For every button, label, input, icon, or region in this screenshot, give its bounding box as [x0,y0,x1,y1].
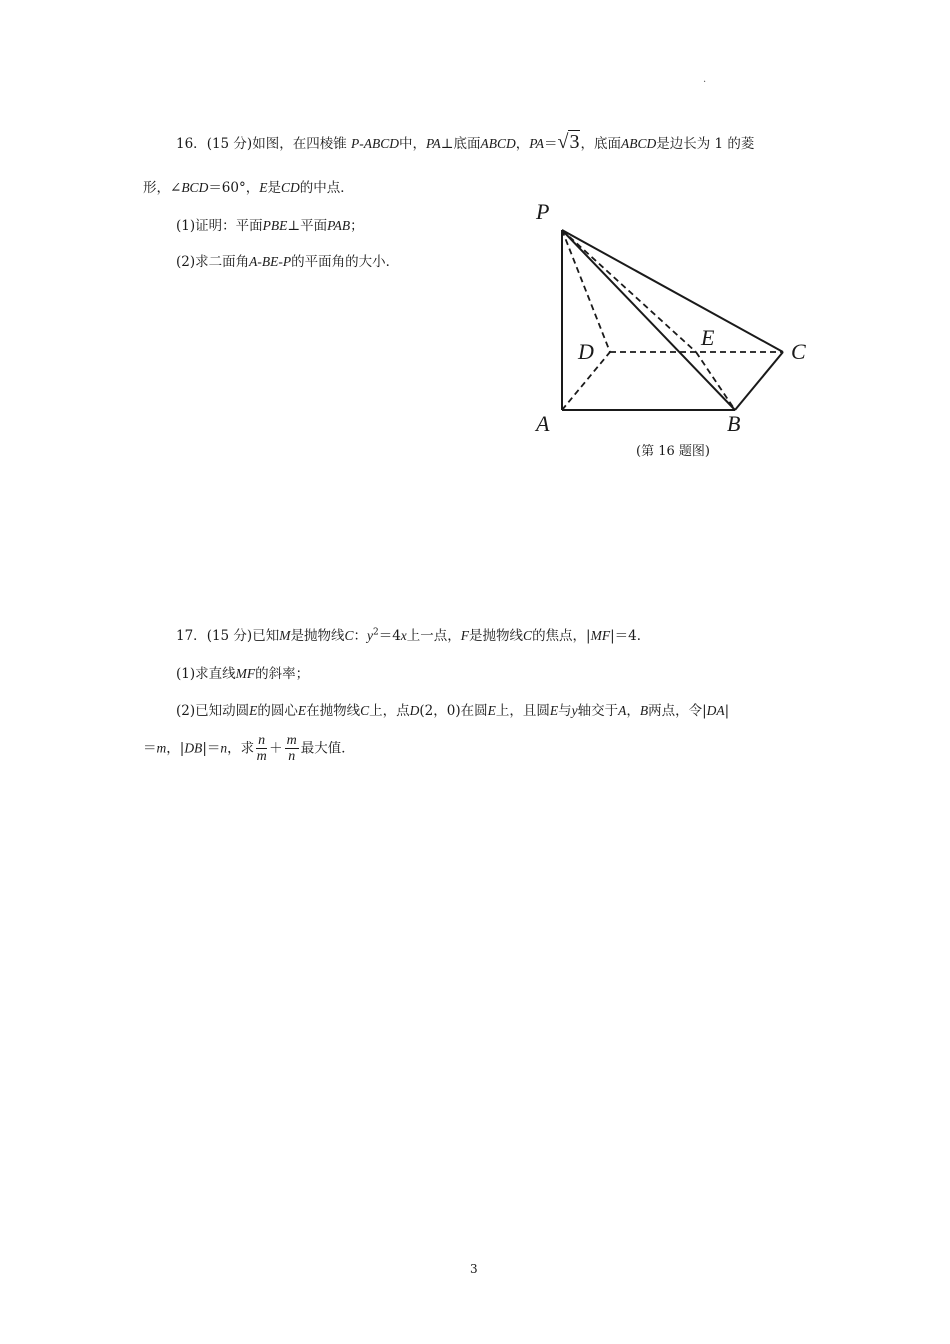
q17-number: 17． [176,628,207,644]
q16-score: (15 分) [206,136,253,152]
edge-BE [696,352,735,410]
edge-PD [562,230,610,352]
edge-PB [562,230,735,410]
q17-line1: 17．(15 分)已知M是抛物线C：$y^2=4x$上一点，F是抛物线C的焦点，|MF|＝4． [176,627,651,644]
page-number: 3 [470,1262,478,1276]
label-C: C [791,339,806,364]
label-E: E [701,325,715,350]
label-D: D [578,339,594,364]
edge-BC [735,352,783,410]
q16-line1: 16．(15 分)如图，在四棱锥 P-ABCD中，PA⊥底面ABCD，PA＝√3，底面ABCD是边长为 1 的菱 [176,131,755,153]
edge-PC [562,230,783,352]
q16-part1: (1)证明：平面PBE⊥平面PAB； [176,218,364,234]
q16-pyramid-figure [520,195,850,445]
q16-line2: 形，∠BCD＝60°，E是CD的中点． [143,180,354,196]
label-B: B [727,411,741,436]
q16-figure-caption: (第 16 题图) [636,444,710,459]
edge-PE [562,230,696,352]
label-P: P [536,199,550,224]
fraction-n-over-m: $\frac{n}{m}$ [256,733,267,765]
q16-number: 16． [176,136,207,152]
sqrt-3: √3 [557,131,580,153]
fraction-m-over-n: $\frac{m}{n}$ [286,733,297,765]
q17-score: (15 分) [206,628,253,644]
label-A: A [536,411,550,436]
q17-part1: (1)求直线MF的斜率； [176,666,310,682]
q16-part2: (2)求二面角A-BE-P的平面角的大小． [176,254,400,270]
header-mark: . [703,74,707,85]
q17-part2-line2: ＝m，|DB|＝n，求 $\frac{n}{m}$ ＋ $\frac{m}{n}$ 最大值． [143,733,355,765]
q17-part2-line1: (2)已知动圆E的圆心E在抛物线C上，点D(2，0)在圆E上，且圆E与y轴交于A，B两点，令|DA| [176,703,730,719]
